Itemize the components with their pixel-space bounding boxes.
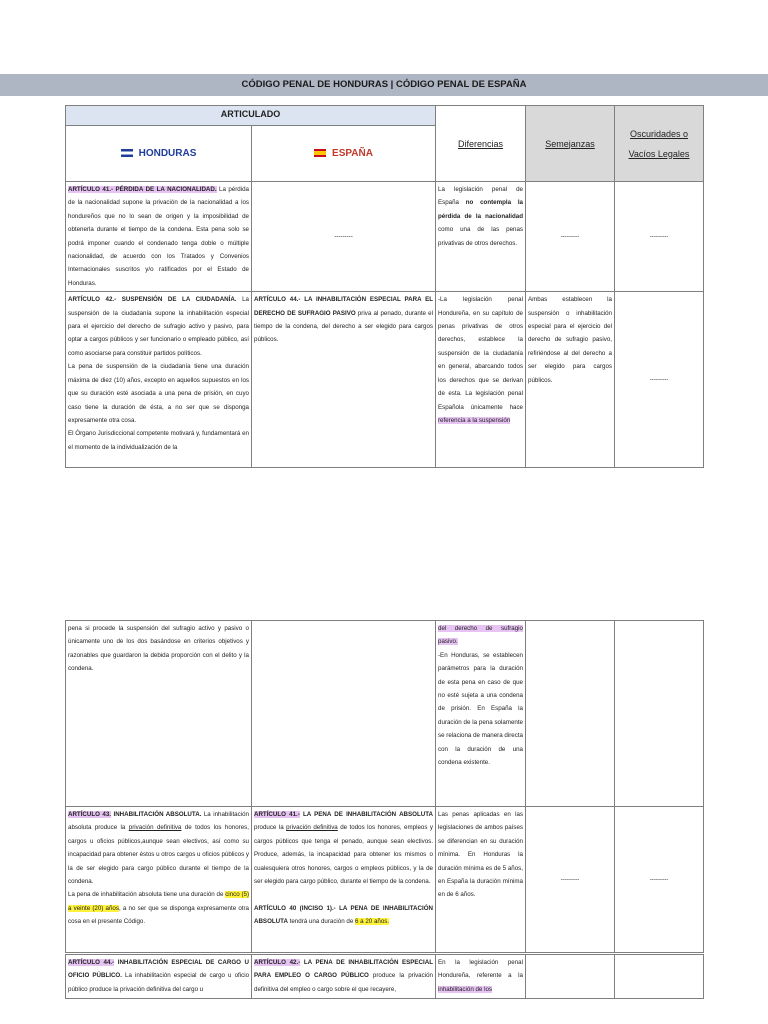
semejanzas-cell: Ambas establecen la suspensión o inhabilitación especial para el ejercicio del derecho de sufragio pasivo, refiriéndose al del derecho a ser elegido para cargos públicos. [526, 292, 615, 468]
semejanzas-cell [526, 955, 615, 999]
semejanzas-cell: --------- [526, 807, 615, 953]
table-row [66, 182, 704, 292]
espana-header: ESPAÑA [252, 126, 436, 182]
oscuridades-cell: --------- [615, 807, 704, 953]
diferencias-cell: En la legislación penal Hondureña, referente a la inhabilitación de los [436, 955, 526, 999]
espana-cell: ARTÍCULO 44.- LA INHABILITACIÓN ESPECIAL PARA EL DERECHO DE SUFRAGIO PASIVO priva al penado, durante el tiempo de la condena, del derecho a ser elegido para cargos públicos. [252, 292, 436, 468]
oscuridades-cell: --------- [615, 182, 704, 292]
spain-flag-icon [314, 149, 326, 157]
honduras-cell: ARTÍCULO 44.- INHABILITACIÓN ESPECIAL DE CARGO U OFICIO PÚBLICO. La inhabilitación especial de cargo u oficio público produce la privación definitiva del cargo u [66, 955, 252, 999]
oscuridades-cell [615, 955, 704, 999]
honduras-cell: ARTÍCULO 43. INHABILITACIÓN ABSOLUTA. La inhabilitación absoluta produce la privación definitiva de todos los honores, cargos u oficios públicos,aunque sean electivos, así como su incapacidad para obtener éstos u otros cargos u oficios públicos y la de ser elegido para cargo público durante el tiempo de la condena. La pena de inhabilitación absoluta tiene una duración de cinco (5) a veinte (20) años, a no ser que se disponga expresamente otra cosa en el presente Código. [66, 807, 252, 953]
semejanzas-cell [526, 621, 615, 807]
document-title-banner: CÓDIGO PENAL DE HONDURAS | CÓDIGO PENAL DE ESPAÑA [0, 74, 768, 96]
semejanzas-header: Semejanzas [526, 106, 615, 182]
espana-cell [252, 621, 436, 807]
oscuridades-header: Oscuridades o Vacíos Legales [615, 106, 704, 182]
comparison-table-row-43 [65, 806, 704, 953]
diferencias-cell: Las penas aplicadas en las legislaciones de ambos países se diferencian en su duración mínima. En Honduras la duración mínima es de 5 años, en España la duración mínima en de 6 años. [436, 807, 526, 953]
comparison-table-page-1 [65, 105, 704, 468]
table-row [66, 621, 704, 807]
espana-cell: --------- [252, 182, 436, 292]
diferencias-cell: -La legislación penal Hondureña, en su capítulo de penas privativas de otros derechos, establece la suspensión de la ciudadanía en general, abarcando todos los derechos que se derivan de esta. La legislación penal Española únicamente hace referencia a la suspensión [436, 292, 526, 468]
comparison-table-page-2 [65, 620, 704, 807]
comparison-table-row-44 [65, 954, 704, 999]
honduras-cell: pena si procede la suspensión del sufragio activo y pasivo o únicamente uno de los dos basándose en criterios objetivos y razonables que guardaron la debida proporción con el delito y la condena. [66, 621, 252, 807]
diferencias-cell: La legislación penal de España no contempla la pérdida de la nacionalidad como una de las penas privativas de otros derechos. [436, 182, 526, 292]
oscuridades-cell [615, 621, 704, 807]
articulado-header: ARTICULADO [66, 106, 436, 126]
oscuridades-cell: --------- [615, 292, 704, 468]
espana-cell: ARTÍCULO 41.- LA PENA DE INHABILITACIÓN ABSOLUTA produce la privación definitiva de todos los honores, empleos y cargos públicos que tenga el penado, aunque sean electivos. Produce, además, la incapacidad para obtener los mismos o cualesquiera otros honores, cargos o empleos públicos, y la de ser elegido para cargo público, durante el tiempo de la condena. ARTÍCULO 40 (INCISO 1).- LA PENA DE INHABILITACIÓN ABSOLUTA tendrá una duración de 6 a 20 años. [252, 807, 436, 953]
honduras-header: HONDURAS [66, 126, 252, 182]
honduras-cell: ARTÍCULO 41.- PÉRDIDA DE LA NACIONALIDAD. La pérdida de la nacionalidad supone la privación de la nacionalidad a los hondureños que no lo sean de origen y la imposibilidad de obtenerla durante el tiempo de la condena. Esta pena solo se podrá imponer cuando el condenado tenga doble o múltiple nacionalidad, de acuerdo con los Tratados y Convenios Internacionales suscritos y/o ratificados por el Estado de Honduras. [66, 182, 252, 292]
diferencias-header: Diferencias [436, 106, 526, 182]
diferencias-cell: del derecho de sufragio pasivo. -En Honduras, se establecen parámetros para la duración de esta pena en caso de que no esté sujeta a una condena de prisión. En España la duración de la pena solamente se relaciona de manera directa con la duración de una condena existente. [436, 621, 526, 807]
semejanzas-cell: --------- [526, 182, 615, 292]
espana-cell: ARTÍCULO 42.- LA PENA DE INHABILITACIÓN ESPECIAL PARA EMPLEO O CARGO PÚBLICO produce la privación definitiva del empleo o cargo sobre el que recayere, [252, 955, 436, 999]
honduras-flag-icon [121, 149, 133, 157]
honduras-cell: ARTÍCULO 42.- SUSPENSIÓN DE LA CIUDADANÍA. La suspensión de la ciudadanía supone la inhabilitación especial para el ejercicio del derecho de sufragio activo y pasivo, para optar a cargos públicos y ser funcionario o empleado público, así como asociarse para constituir partidos políticos. La pena de suspensión de la ciudadanía tiene una duración máxima de diez (10) años, excepto en aquellos supuestos en los que su duración esté asociada a una pena de prisión, en cuyo caso tiene la duración de ésta, a no ser que se disponga expresamente otra cosa. El Órgano Jurisdiccional competente motivará y, fundamentará en el momento de la individualización de la [66, 292, 252, 468]
table-row [66, 955, 704, 999]
table-row [66, 292, 704, 468]
table-row [66, 807, 704, 953]
